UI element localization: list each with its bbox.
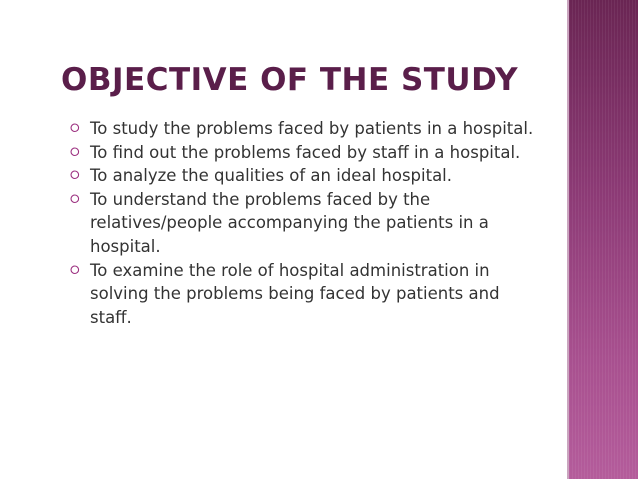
slide-title: OBJECTIVE OF THE STUDY [61,62,519,98]
bullet-text: To understand the problems faced by the relatives/people accompanying the patients in a hospital. [90,189,489,256]
bullet-text: To study the problems faced by patients in a hospital. [90,119,534,138]
ring-bullet-icon: ⭘ [70,168,80,183]
ring-bullet-icon: ⭘ [70,191,80,206]
ring-bullet-icon: ⭘ [70,262,80,277]
bullet-text: To examine the role of hospital administration in solving the problems being faced by patients and staff. [90,260,500,327]
list-item [68,164,538,188]
bullet-text: To find out the problems faced by staff in a hospital. [90,142,521,162]
bullet-text: To analyze the qualities of an ideal hospital. [90,166,453,186]
list-item [68,188,538,259]
ring-bullet-icon: ⭘ [70,144,80,159]
objectives-list [68,117,538,329]
list-item [68,117,538,141]
ring-bullet-icon: ⭘ [70,121,80,135]
decorative-side-band [569,0,638,479]
list-item [68,259,538,330]
list-item [68,141,538,165]
